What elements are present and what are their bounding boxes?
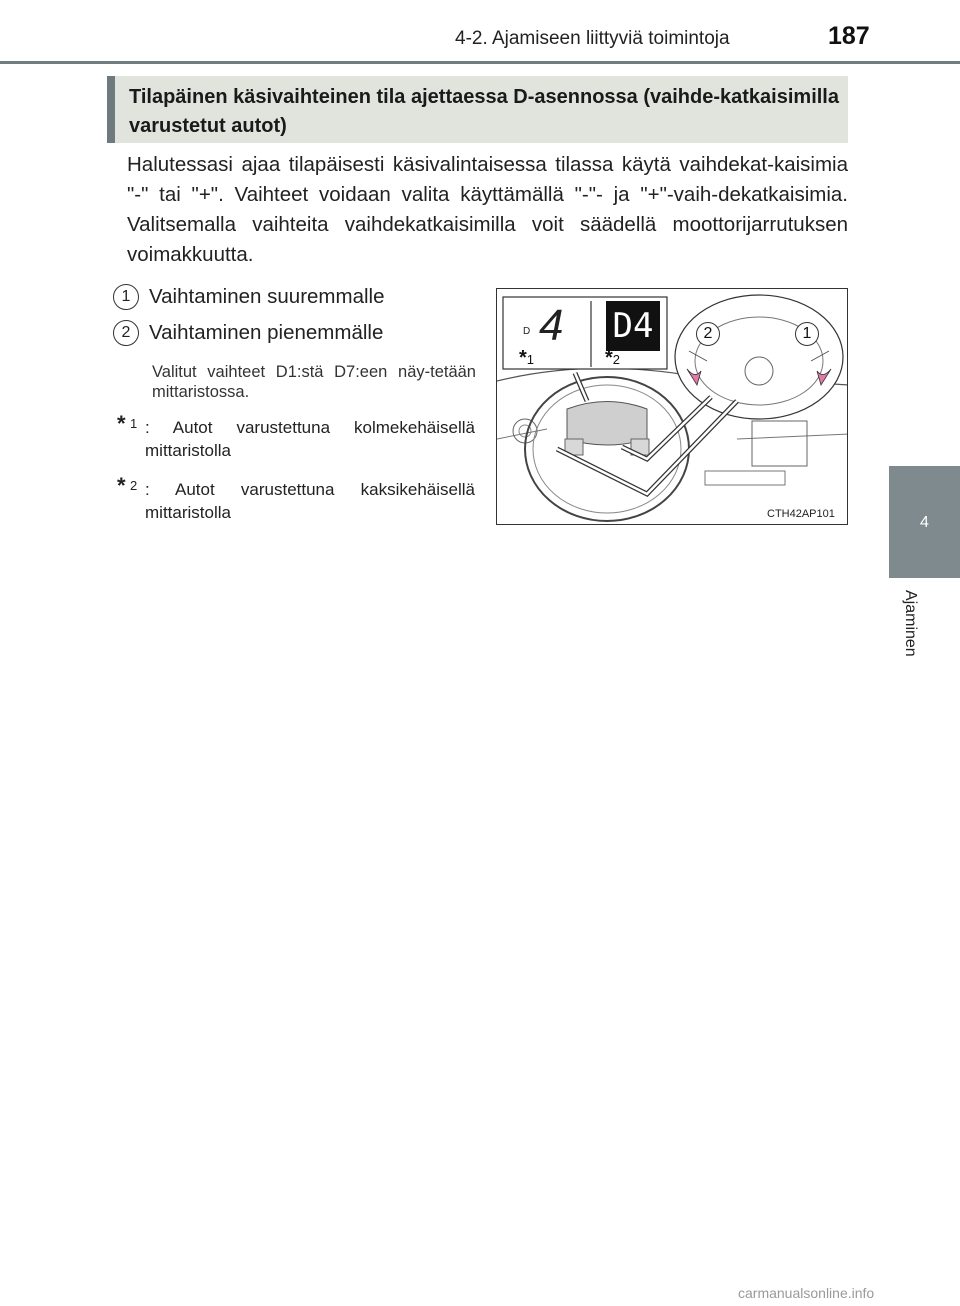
figure-marker-index: 1 — [526, 352, 535, 367]
item-number-badge: 1 — [113, 284, 139, 310]
list-item — [113, 284, 384, 310]
item-number-badge: 2 — [113, 320, 139, 346]
item-label: Vaihtaminen pienemmälle — [149, 321, 384, 344]
display-gear-letter: D — [523, 326, 531, 337]
chapter-tab — [889, 466, 960, 578]
figure-callout-upshift: 1 — [795, 322, 819, 346]
page-number: 187 — [828, 22, 870, 50]
list-item — [113, 320, 383, 346]
footnote-asterisk: * — [117, 411, 126, 436]
figure-callout-downshift: 2 — [696, 322, 720, 346]
watermark: carmanualsonline.info — [738, 1285, 875, 1301]
section-title: Tilapäinen käsivaihteinen tila ajettaessa D-asennossa (vaihde-katkaisimilla varustetut autot) — [129, 86, 839, 137]
footnote-text: : Autot varustettuna kolmekehäisellä mittaristolla — [145, 418, 475, 460]
footnote-index: 2 — [130, 478, 138, 493]
footnote-index: 1 — [130, 416, 138, 431]
chapter-label: Ajaminen — [902, 590, 919, 657]
header-section-title: 4-2. Ajamiseen liittyviä toimintoja — [455, 28, 730, 49]
display-gear-number: 4 — [539, 301, 564, 350]
figure-marker-asterisk: * — [605, 347, 613, 369]
footnote-asterisk: * — [117, 473, 126, 498]
page-header — [0, 0, 960, 64]
body-paragraph: Halutessasi ajaa tilapäisesti käsivalintaisessa tilassa käytä vaihdekat-kaisimia "-" tai "+". Vaihteet voidaan valita käyttämällä "-"- ja "+"-vaih-dekatkaisimia. Valitsemalla vaihteita vaihdekatkaisimilla voit säädellä moottorijarrutuksen voimakkuutta. — [127, 153, 848, 266]
figure-marker-1 — [519, 347, 534, 370]
display-gear-indicator: D4 — [606, 301, 660, 351]
section-title-box — [107, 76, 848, 143]
steering-wheel-illustration — [496, 288, 848, 525]
figure-marker-asterisk: * — [519, 347, 527, 369]
item-label: Vaihtaminen suuremmalle — [149, 285, 385, 308]
chapter-label-container — [897, 590, 919, 680]
chapter-number: 4 — [920, 514, 929, 531]
footnote-text: : Autot varustettuna kaksikehäisellä mittaristolla — [145, 480, 475, 522]
figure-marker-index: 2 — [612, 352, 621, 367]
figure-marker-2 — [605, 347, 620, 370]
header-divider — [0, 61, 960, 64]
gear-display-note: Valitut vaihteet D1:stä D7:een näy-tetään mittaristossa. — [152, 363, 476, 401]
figure-code: CTH42AP101 — [767, 508, 835, 520]
